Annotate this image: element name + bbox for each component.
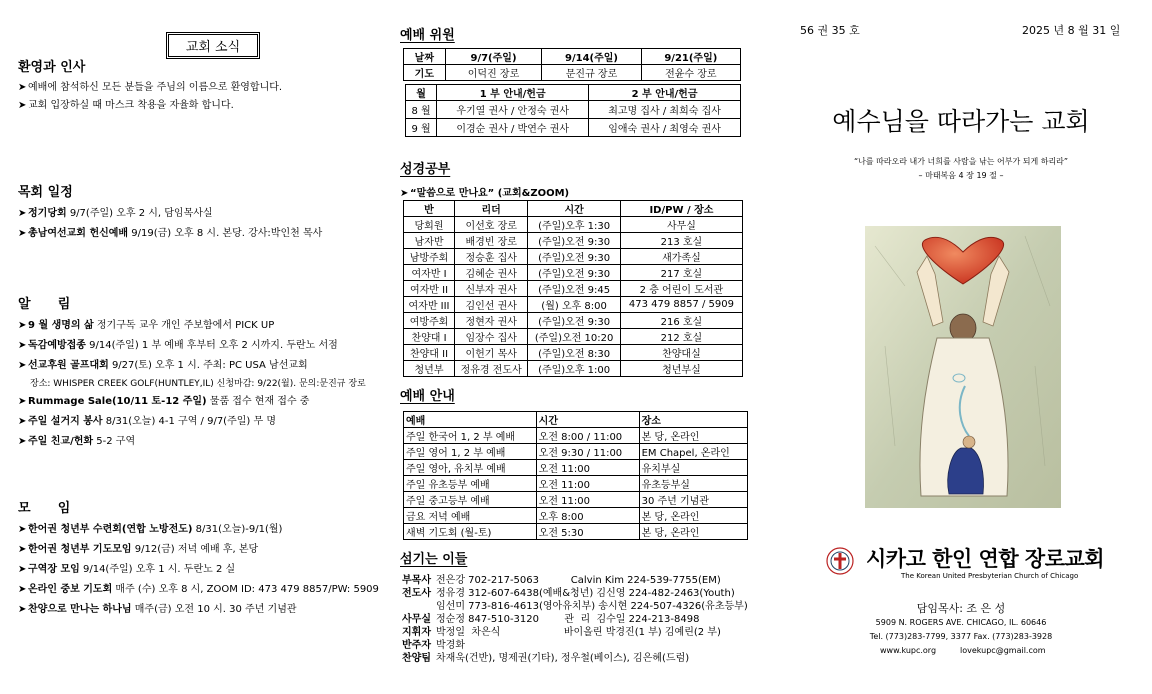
servants-list (402, 574, 748, 665)
table-row: 8 월 우기열 권사 / 안정숙 권사 최고명 집사 / 최희숙 집사 (406, 101, 741, 119)
list-item: 임선미 773-816-4613(영아유치부) 송시현 224-507-4326(유초등부) (436, 601, 748, 612)
notice-title: 알 림 (18, 297, 71, 312)
bible-study-title: 성경공부 (400, 162, 451, 177)
church-name-korean: 시카고 한인 연합 장로교회 (866, 547, 1105, 571)
notice-section (18, 293, 366, 452)
table-row: 반 리더 시간 ID/PW / 장소 (404, 201, 743, 217)
meetings-title: 모 임 (18, 501, 71, 516)
welcome-title: 환영과 인사 (18, 60, 86, 75)
list-item: ➤ 총남여선교회 헌신예배 9/19(금) 오후 8 시. 본당. 강사:박인천 목사 (18, 228, 323, 239)
bible-study-table (403, 200, 743, 377)
golf-location: 장소: WHISPER CREEK GOLF(HUNTLEY,IL) 신청마감: 9/22(월). 문의:문진규 장로 (30, 379, 366, 389)
worship-column (400, 0, 755, 694)
table-row: 찬양대 II 이헌기 목사 (주일)오전 8:30 찬양대실 (404, 345, 743, 361)
table-row: 기도 이덕진 장로 문진규 장로 전윤수 장로 (404, 65, 741, 81)
table-row: 예배 시간 장소 (404, 412, 748, 428)
list-item: ➤ 교회 입장하실 때 마스크 착용을 자율화 합니다. (18, 100, 234, 111)
list-item: ➤ 한어권 청년부 수련회(연합 노방전도) 8/31(오늘)-9/1(월) (18, 524, 283, 535)
news-box-title: 교회 소식 (168, 34, 258, 57)
list-item: ➤ 주일 친교/헌화 5-2 구역 (18, 436, 136, 447)
table-row: 남자반 배경빈 장로 (주일)오전 9:30 213 호실 (404, 233, 743, 249)
servants-title: 섬기는 이들 (400, 552, 468, 567)
list-item: ➤ 온라인 중보 기도회 매주 (수) 오후 8 시, ZOOM ID: 473 479 8857/PW: 5909 (18, 584, 379, 595)
church-name-english: The Korean United Presbyterian Church of Chicago (901, 572, 1079, 580)
list-item: 사무실 정순정 847-510-3120 관 리 김수일 224-213-8498 (402, 614, 700, 625)
list-item: ➤ 9 월 생명의 삶 정기구독 교우 개인 주보함에서 PICK UP (18, 320, 275, 331)
issue-date: 2025 년 8 월 31 일 (1022, 24, 1121, 37)
table-row: 금요 저녁 예배 오후 8:00 본 당, 온라인 (404, 508, 748, 524)
table-row: 주일 영어 1, 2 부 예배 오전 9:30 / 11:00 EM Chapel, 온라인 (404, 444, 748, 460)
table-row: 9 월 이경순 권사 / 박연수 권사 임애숙 권사 / 최영숙 권사 (406, 119, 741, 137)
worship-guide-title: 예배 안내 (400, 389, 455, 404)
table-row: 여방주회 정현자 권사 (주일)오전 9:30 216 호실 (404, 313, 743, 329)
church-email-link[interactable]: lovekupc@gmail.com (960, 646, 1046, 655)
prayer-table (403, 48, 741, 81)
table-row: 주일 중고등부 예배 오전 11:00 30 주년 기념관 (404, 492, 748, 508)
meetings-section (18, 497, 379, 620)
welcome-section (18, 56, 282, 115)
list-item: ➤ Rummage Sale(10/11 토-12 주일) 물품 접수 현재 접수 중 (18, 396, 310, 407)
volume-number: 56 권 35 호 (800, 24, 860, 37)
cover-column (770, 0, 1152, 694)
table-row: 당회원 이선호 장로 (주일)오후 1:30 사무실 (404, 217, 743, 233)
table-row: 주일 영아, 유치부 예배 오전 11:00 유치부실 (404, 460, 748, 476)
list-item: 반주자 박경화 (402, 640, 465, 651)
list-item: 지휘자 박정일 차은식 바이올린 박경진(1 부) 김예린(2 부) (402, 627, 721, 638)
church-address: 5909 N. ROGERS AVE. CHICAGO, IL. 60646 (875, 618, 1047, 627)
cover-verse: “나를 따라오라 내가 너희를 사람을 낚는 어부가 되게 하리라” (853, 157, 1069, 166)
worship-guide-table (403, 411, 748, 540)
bible-study-subtitle: ➤ “말씀으로 만나요” (교회&ZOOM) (400, 188, 570, 199)
table-row: 여자반 II 신부자 권사 (주일)오전 9:45 2 층 어린이 도서관 (404, 281, 743, 297)
table-row: 찬양대 I 임장수 집사 (주일)오전 10:20 212 호실 (404, 329, 743, 345)
table-row: 청년부 정유경 전도사 (주일)오후 1:00 청년부실 (404, 361, 743, 377)
table-row: 날짜 9/7(주일) 9/14(주일) 9/21(주일) (404, 49, 741, 65)
cover-title: 예수님을 따라가는 교회 (832, 107, 1090, 136)
list-item: ➤ 구역장 모임 9/14(주일) 오후 1 시. 두란노 2 실 (18, 564, 236, 575)
list-item: ➤ 한어권 청년부 기도모임 9/12(금) 저녁 예배 후, 본당 (18, 544, 259, 555)
worship-committee-title: 예배 위원 (400, 28, 455, 43)
table-row: 새벽 기도회 (월-토) 오전 5:30 본 당, 온라인 (404, 524, 748, 540)
news-column (18, 0, 379, 694)
list-item: 전도사 정유경 312-607-6438(예배&청년) 김신영 224-482-2463(Youth) (402, 588, 735, 599)
church-logo-icon (826, 547, 854, 575)
list-item: ➤ 선교후원 골프대회 9/27(토) 오후 1 시. 주최: PC USA 남선교회 (18, 360, 308, 371)
church-website-link[interactable]: www.kupc.org (880, 646, 937, 655)
list-item: ➤ 찬양으로 만나는 하나님 매주(금) 오전 10 시. 30 주년 기념관 (18, 604, 297, 615)
table-row: 월 1 부 안내/헌금 2 부 안내/헌금 (406, 85, 741, 101)
cover-verse-ref: – 마태복음 4 장 19 절 – (918, 171, 1004, 180)
list-item: 부목사 전은강 702-217-5063 Calvin Kim 224-539-7755(EM) (402, 575, 721, 586)
list-item: ➤ 예배에 참석하신 모든 분들을 주님의 이름으로 환영합니다. (18, 82, 283, 93)
senior-pastor: 담임목사: 조 은 성 (916, 602, 1006, 615)
list-item: 찬양팀 차재욱(건반), 명제권(기타), 정우철(베이스), 김은혜(드럼) (402, 653, 690, 664)
schedule-section (18, 181, 322, 244)
church-phone: Tel. (773)283-7799, 3377 Fax. (773)283-3928 (869, 632, 1053, 641)
usher-table (405, 84, 741, 137)
table-row: 남방주회 정승훈 집사 (주일)오전 9:30 새가족실 (404, 249, 743, 265)
list-item: ➤ 정기당회 9/7(주일) 오후 2 시, 담임목사실 (18, 208, 213, 219)
list-item: ➤ 주일 설거지 봉사 8/31(오늘) 4-1 구역 / 9/7(주일) 무 명 (18, 416, 276, 427)
table-row: 여자반 III 김인선 권사 (월) 오후 8:00 473 479 8857 / 5909 (404, 297, 743, 313)
table-row: 주일 유초등부 예배 오전 11:00 유초등부실 (404, 476, 748, 492)
table-row: 주일 한국어 1, 2 부 예배 오전 8:00 / 11:00 본 당, 온라인 (404, 428, 748, 444)
schedule-title: 목회 일정 (18, 185, 73, 200)
list-item: ➤ 독감예방접종 9/14(주일) 1 부 예배 후부터 오후 2 시까지. 두란노 서점 (18, 340, 338, 351)
jesus-heart-illustration (865, 226, 1061, 508)
table-row: 여자반 I 김혜순 권사 (주일)오전 9:30 217 호실 (404, 265, 743, 281)
